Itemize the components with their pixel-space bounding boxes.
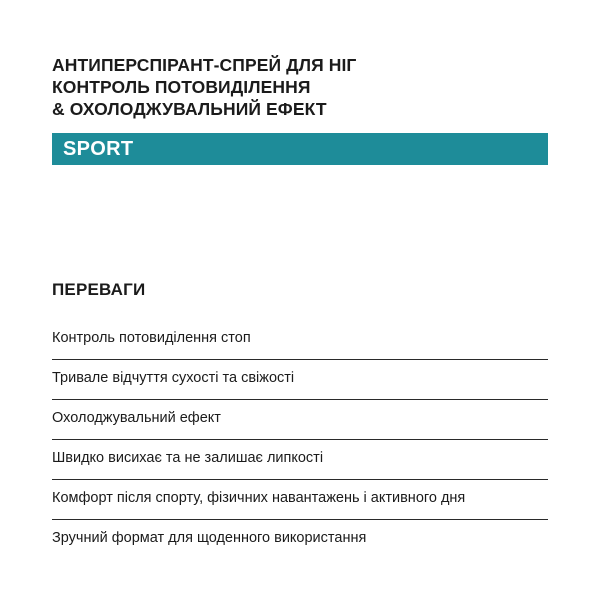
benefit-item — [52, 520, 548, 560]
benefit-item — [52, 320, 548, 360]
sport-banner-label: SPORT — [63, 138, 134, 160]
benefit-text: Контроль потовиділення стоп — [52, 330, 251, 346]
benefits-list — [52, 320, 548, 560]
benefit-item — [52, 440, 548, 480]
product-title — [52, 54, 552, 120]
benefit-item — [52, 480, 548, 520]
benefit-item — [52, 400, 548, 440]
benefits-heading: ПЕРЕВАГИ — [52, 280, 146, 299]
benefit-text: Швидко висихає та не залишає липкості — [52, 450, 324, 466]
benefit-text: Комфорт після спорту, фізичних навантажень і активного дня — [52, 490, 466, 506]
benefit-text: Зручний формат для щоденного використання — [52, 530, 367, 546]
benefit-text: Тривале відчуття сухості та свіжості — [52, 370, 295, 386]
benefit-text: Охолоджувальний ефект — [52, 410, 221, 426]
product-title-line-2: КОНТРОЛЬ ПОТОВИДІЛЕННЯ — [52, 77, 311, 97]
benefit-item — [52, 360, 548, 400]
product-title-line-3: & ОХОЛОДЖУВАЛЬНИЙ ЕФЕКТ — [52, 99, 327, 119]
sport-banner — [52, 133, 548, 165]
product-title-line-1: АНТИПЕРСПІРАНТ-СПРЕЙ ДЛЯ НІГ — [52, 55, 357, 75]
